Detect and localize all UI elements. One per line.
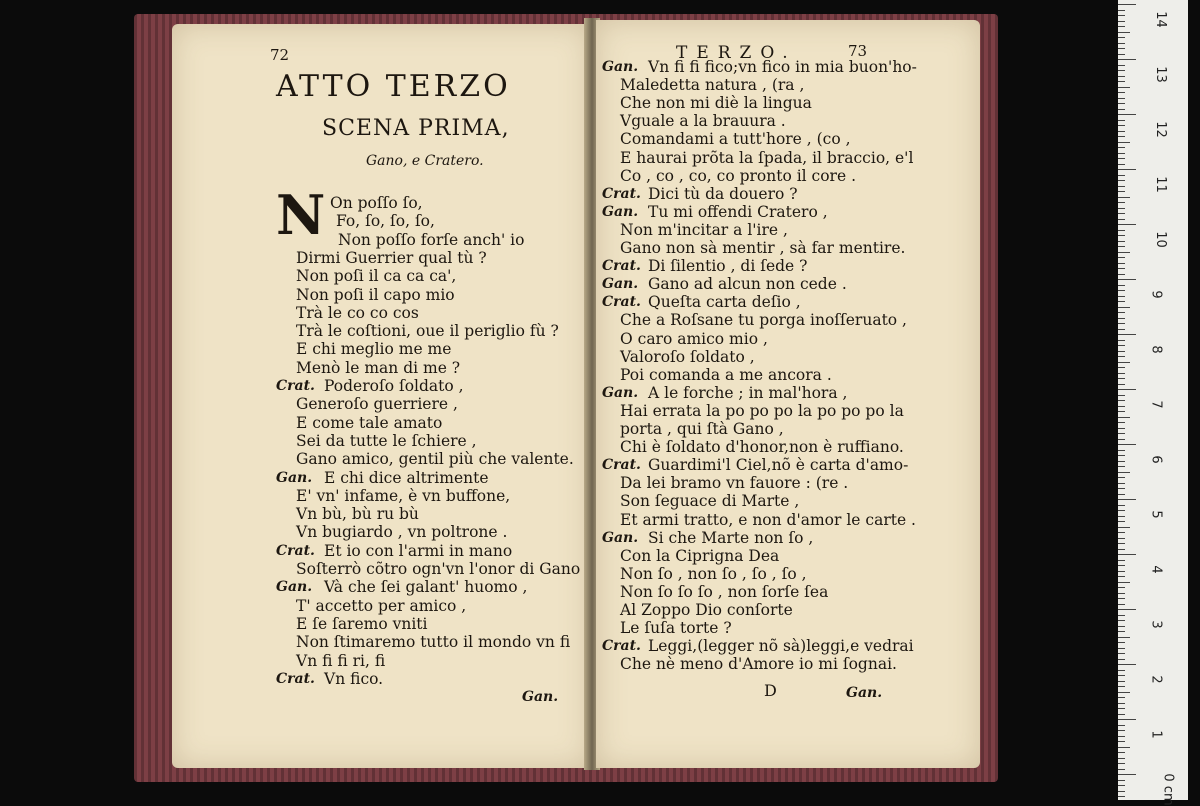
ruler-tick — [1118, 637, 1130, 638]
verse-text: Son ſeguace di Marte , — [620, 492, 800, 511]
left-catchword: Gan. — [522, 689, 559, 705]
ruler-tick — [1118, 758, 1125, 759]
verse-text: Soſterrò cõtro ogn'vn l'onor di Gano — [296, 560, 581, 578]
ruler-tick — [1118, 175, 1125, 176]
ruler-tick — [1118, 76, 1125, 77]
ruler-tick — [1118, 598, 1125, 599]
verse-text: E come tale amato — [296, 413, 443, 432]
ruler-tick — [1118, 719, 1136, 720]
ruler-tick — [1118, 769, 1125, 770]
ruler-label: 0 cm — [1160, 773, 1176, 806]
ruler-tick — [1118, 477, 1125, 478]
verse-text: Non poſi il ca ca ca', — [296, 267, 457, 286]
right-page-number: 73 — [848, 42, 868, 60]
ruler-tick — [1118, 307, 1130, 308]
ruler-tick — [1118, 763, 1125, 764]
ruler-tick — [1118, 389, 1136, 390]
speaker-label: Crat. — [602, 185, 641, 202]
ruler-tick — [1118, 560, 1125, 561]
ruler-tick — [1118, 356, 1125, 357]
ruler-tick — [1118, 70, 1125, 71]
ruler-tick — [1118, 4, 1136, 5]
verse-text: Le ſuſa torte ? — [620, 619, 732, 638]
ruler-tick — [1118, 15, 1125, 16]
verse-text: Et io con l'armi in mano — [324, 541, 513, 560]
speaker-label: Crat. — [602, 258, 641, 275]
ruler-tick — [1118, 692, 1130, 693]
ruler-tick — [1118, 708, 1125, 709]
ruler-tick — [1118, 296, 1125, 297]
ruler-tick — [1118, 510, 1125, 511]
verse-text: Valoroſo ſoldato , — [620, 347, 755, 366]
verse-text: Vn fi fi fico;vn fico in mia buon'ho- — [648, 58, 917, 76]
ruler-tick — [1118, 741, 1125, 742]
ruler-tick — [1118, 208, 1125, 209]
ruler-tick — [1118, 81, 1125, 82]
ruler-tick — [1118, 494, 1125, 495]
verse-text: Vn bugiardo , vn poltrone . — [296, 523, 508, 542]
speaker-label: Crat. — [276, 542, 315, 559]
ruler-label: 6 — [1148, 455, 1164, 464]
verse-text: E chi meglio me me — [296, 340, 452, 359]
ruler-tick — [1118, 411, 1125, 412]
ruler-tick — [1118, 384, 1125, 385]
ruler-tick — [1118, 131, 1125, 132]
ruler-tick — [1118, 472, 1130, 473]
speaker-label: Crat. — [602, 457, 641, 474]
verse-text: porta , qui ſtà Gano , — [620, 420, 784, 438]
drop-cap: N — [276, 183, 326, 247]
ruler-label: 14 — [1152, 11, 1168, 28]
ruler-tick — [1118, 257, 1125, 258]
ruler-tick — [1118, 136, 1125, 137]
ruler-tick — [1118, 37, 1125, 38]
speaker-label: Gan. — [602, 276, 639, 293]
verse-text: Gano amico, gentil più che valente. — [296, 450, 574, 469]
ruler-tick — [1118, 466, 1125, 467]
ruler-tick — [1118, 54, 1125, 55]
ruler-tick — [1118, 65, 1125, 66]
ruler-label: 13 — [1152, 66, 1168, 83]
left-page-number: 72 — [270, 46, 290, 64]
ruler-tick — [1118, 780, 1125, 781]
ruler-tick — [1118, 565, 1125, 566]
ruler-tick — [1118, 587, 1125, 588]
ruler-tick — [1118, 87, 1130, 88]
ruler-tick — [1118, 164, 1125, 165]
ruler-tick — [1118, 180, 1125, 181]
ruler-tick — [1118, 582, 1130, 583]
speaker-label: Crat. — [602, 638, 641, 655]
ruler-tick — [1118, 725, 1125, 726]
ruler-tick — [1118, 285, 1125, 286]
verse-text: Che a Roſsane tu porga inoſſeruato , — [620, 311, 907, 330]
ruler-label: 9 — [1148, 290, 1164, 299]
ruler-tick — [1118, 703, 1125, 704]
ruler-tick — [1118, 620, 1125, 621]
signature-mark: D — [764, 681, 777, 700]
verse-text: Dirmi Guerrier qual tù ? — [296, 248, 487, 267]
verse-text: Queſta carta deſio , — [648, 293, 801, 312]
ruler-tick — [1118, 103, 1125, 104]
ruler-tick — [1118, 197, 1130, 198]
ruler-tick — [1118, 593, 1125, 594]
ruler-tick — [1118, 631, 1125, 632]
ruler-tick — [1118, 505, 1125, 506]
verse-text: Non ſo ſo ſo , non ſorſe ſea — [620, 582, 829, 601]
ruler-tick — [1118, 109, 1125, 110]
ruler-tick — [1118, 318, 1125, 319]
verse-text: Và che ſei galant' huomo , — [324, 578, 528, 597]
ruler-tick — [1118, 340, 1125, 341]
verse-text: Generoſo guerriere , — [296, 395, 458, 414]
ruler-tick — [1118, 747, 1130, 748]
ruler-tick — [1118, 202, 1125, 203]
ruler-tick — [1118, 158, 1125, 159]
ruler-tick — [1118, 224, 1136, 225]
left-page — [172, 24, 590, 768]
ruler-label: 2 — [1148, 675, 1164, 684]
ruler-tick — [1118, 571, 1125, 572]
speaker-label: Crat. — [602, 294, 641, 311]
ruler-tick — [1118, 609, 1136, 610]
ruler-tick — [1118, 521, 1125, 522]
verse-text: Poderoſo ſoldato , — [324, 377, 464, 395]
verse-text: E' vn' infame, è vn buffone, — [296, 486, 511, 505]
verse-text: Guardimi'l Ciel,nõ è carta d'amo- — [648, 456, 909, 475]
ruler-tick — [1118, 648, 1125, 649]
ruler-tick — [1118, 752, 1125, 753]
ruler-tick — [1118, 290, 1125, 291]
ruler-tick — [1118, 615, 1125, 616]
ruler-tick — [1118, 499, 1136, 500]
verse-text: O caro amico mio , — [620, 329, 768, 348]
verse-text: Gano ad alcun non cede . — [648, 275, 847, 294]
ruler-tick — [1118, 450, 1125, 451]
verse-text: Da lei bramo vn fauore : (re . — [620, 474, 849, 493]
ruler-label: 10 — [1152, 231, 1168, 248]
ruler-tick — [1118, 334, 1136, 335]
ruler-tick — [1118, 433, 1125, 434]
verse-text: Non poſi il capo mio — [296, 285, 455, 304]
ruler-label: 3 — [1148, 620, 1164, 629]
ruler-label: 4 — [1148, 565, 1164, 574]
ruler-tick — [1118, 323, 1125, 324]
ruler-tick — [1118, 670, 1125, 671]
verse-text: Menò le man di me ? — [296, 358, 461, 377]
verse-text: Non m'incitar a l'ire , — [620, 220, 788, 239]
ruler-tick — [1118, 21, 1125, 22]
ruler-tick — [1118, 147, 1125, 148]
ruler-tick — [1118, 659, 1125, 660]
verse-text: Tu mi offendi Cratero , — [648, 202, 828, 221]
ruler-label: 11 — [1152, 176, 1168, 193]
ruler-label: 1 — [1148, 730, 1164, 739]
ruler-tick — [1118, 367, 1125, 368]
ruler-tick — [1118, 400, 1125, 401]
ruler-tick — [1118, 538, 1125, 539]
ruler-tick — [1118, 642, 1125, 643]
ruler-tick — [1118, 554, 1136, 555]
verse-text: E chi dice altrimente — [324, 468, 489, 487]
ruler-tick — [1118, 219, 1125, 220]
ruler-tick — [1118, 532, 1125, 533]
ruler-tick — [1118, 362, 1130, 363]
ruler-tick — [1118, 736, 1125, 737]
ruler-tick — [1118, 428, 1125, 429]
ruler-tick — [1118, 252, 1130, 253]
verse-text: Et armi tratto, e non d'amor le carte . — [620, 510, 916, 529]
speaker-label: Gan. — [276, 469, 313, 486]
verse-text: A le forche ; in mal'hora , — [648, 383, 848, 402]
verse-text: T' accetto per amico , — [296, 596, 467, 615]
ruler-tick — [1118, 241, 1125, 242]
ruler-tick — [1118, 444, 1136, 445]
verse-text: Si che Marte non ſo , — [648, 528, 814, 547]
ruler-tick — [1118, 26, 1125, 27]
ruler-tick — [1118, 213, 1125, 214]
ruler-tick — [1118, 345, 1125, 346]
verse-text: Di ſilentio , di ſede ? — [648, 257, 808, 276]
ruler-tick — [1118, 686, 1125, 687]
ruler-tick — [1118, 48, 1125, 49]
ruler-tick — [1118, 120, 1125, 121]
verse-text: Trà le coſtioni, oue il periglio fù ? — [296, 322, 559, 341]
ruler-tick — [1118, 483, 1125, 484]
ruler-tick — [1118, 230, 1125, 231]
verse-text: Al Zoppo Dio conſorte — [620, 601, 793, 619]
ruler-tick — [1118, 488, 1125, 489]
ruler-tick — [1118, 142, 1130, 143]
ruler-tick — [1118, 279, 1136, 280]
verse-text: Comandami a tutt'hore , (co , — [620, 130, 851, 149]
running-head: TERZO. — [676, 43, 797, 63]
ruler-tick — [1118, 169, 1136, 170]
ruler-tick — [1118, 626, 1125, 627]
verse-text: Vn fico. — [324, 669, 384, 688]
ruler-tick — [1118, 774, 1136, 775]
speaker-label: Gan. — [602, 384, 639, 401]
ruler-tick — [1118, 10, 1125, 11]
ruler-tick — [1118, 543, 1125, 544]
verse-text: Maledetta natura , (ra , — [620, 76, 805, 95]
ruler-tick — [1118, 455, 1125, 456]
verse-text: Trà le co co cos — [296, 303, 419, 322]
ruler-tick — [1118, 114, 1136, 115]
ruler-label: 7 — [1148, 400, 1164, 409]
ruler-tick — [1118, 417, 1130, 418]
verse-text: Vn bù, bù ru bù — [296, 505, 419, 524]
verse-text: Poi comanda a me ancora . — [620, 365, 832, 384]
ruler-label: 12 — [1152, 121, 1168, 138]
verse-text: Hai errata la po po po la po po po la — [620, 401, 904, 420]
verse-text: Con la Ciprigna Dea — [620, 546, 780, 565]
ruler-tick — [1118, 32, 1130, 33]
verse-text: Non poſſo forſe anch' io — [338, 230, 525, 249]
verse-text: E ſe ſaremo vniti — [296, 614, 428, 633]
ruler-tick — [1118, 681, 1125, 682]
speaker-label: Gan. — [602, 203, 639, 220]
ruler-tick — [1118, 92, 1125, 93]
act-title: ATTO TERZO — [276, 69, 511, 104]
verse-text: E haurai prõta la ſpada, il braccio, e'l — [620, 148, 914, 167]
verse-text: Chi è ſoldato d'honor,non è ruffiano. — [620, 438, 904, 457]
ruler-tick — [1118, 43, 1125, 44]
ruler-tick — [1118, 439, 1125, 440]
right-page — [596, 20, 980, 768]
ruler-tick — [1118, 406, 1125, 407]
verse-text: Non ſo , non ſo , ſo , ſo , — [620, 564, 807, 583]
verse-text: Sei da tutte le ſchiere , — [296, 431, 477, 450]
right-catchword: Gan. — [846, 685, 883, 701]
ruler-tick — [1118, 373, 1125, 374]
ruler-tick — [1118, 730, 1125, 731]
ruler-tick — [1118, 395, 1125, 396]
speaker-label: Gan. — [276, 579, 313, 596]
ruler-tick — [1118, 791, 1125, 792]
speaker-label: Gan. — [602, 529, 639, 546]
verse-text: Co , co , co, co pronto il core . — [620, 166, 856, 185]
ruler-tick — [1118, 664, 1136, 665]
speaker-label: Crat. — [276, 378, 315, 394]
ruler-tick — [1118, 516, 1125, 517]
ruler-tick — [1118, 263, 1125, 264]
ruler-tick — [1118, 604, 1125, 605]
ruler-tick — [1118, 576, 1125, 577]
measurement-ruler — [1118, 0, 1188, 806]
verse-text: Gano non sà mentir , sà far mentire. — [620, 239, 906, 257]
ruler-tick — [1118, 675, 1125, 676]
verse-text: Dici tù da douero ? — [648, 184, 798, 203]
ruler-tick — [1118, 191, 1125, 192]
ruler-tick — [1118, 59, 1136, 60]
verse-text: Non ſtimaremo tutto il mondo vn fi — [296, 633, 571, 652]
scene-title: SCENA PRIMA, — [322, 116, 510, 141]
ruler-tick — [1118, 268, 1125, 269]
verse-text: Vn fi fi ri, fi — [296, 651, 386, 670]
verse-text: On poſſo ſo, — [330, 194, 423, 212]
ruler-tick — [1118, 549, 1125, 550]
ruler-tick — [1118, 246, 1125, 247]
verse-text: Che nè meno d'Amore io mi ſognai. — [620, 655, 897, 674]
verse-text: Vguale a la brauura . — [620, 112, 786, 131]
ruler-tick — [1118, 697, 1125, 698]
speaker-label: Crat. — [276, 670, 315, 687]
ruler-label: 8 — [1148, 345, 1164, 354]
ruler-tick — [1118, 274, 1125, 275]
speaker-label: Gan. — [602, 59, 639, 75]
ruler-label: 5 — [1148, 510, 1164, 519]
verse-text: Leggi,(legger nõ sà)leggi,e vedrai — [648, 637, 914, 656]
ruler-tick — [1118, 301, 1125, 302]
ruler-tick — [1118, 714, 1125, 715]
verse-text: Che non mi diè la lingua — [620, 94, 812, 113]
ruler-tick — [1118, 312, 1125, 313]
ruler-tick — [1118, 461, 1125, 462]
ruler-tick — [1118, 235, 1125, 236]
ruler-tick — [1118, 653, 1125, 654]
ruler-tick — [1118, 785, 1125, 786]
ruler-tick — [1118, 351, 1125, 352]
verse-text: Fo, ſo, ſo, ſo, — [336, 212, 435, 231]
ruler-tick — [1118, 329, 1125, 330]
ruler-tick — [1118, 378, 1125, 379]
ruler-tick — [1118, 186, 1125, 187]
ruler-tick — [1118, 796, 1125, 797]
ruler-tick — [1118, 98, 1125, 99]
ruler-tick — [1118, 422, 1125, 423]
ruler-tick — [1118, 527, 1130, 528]
ruler-tick — [1118, 125, 1125, 126]
ruler-tick — [1118, 153, 1125, 154]
scene-characters: Gano, e Cratero. — [366, 153, 484, 169]
